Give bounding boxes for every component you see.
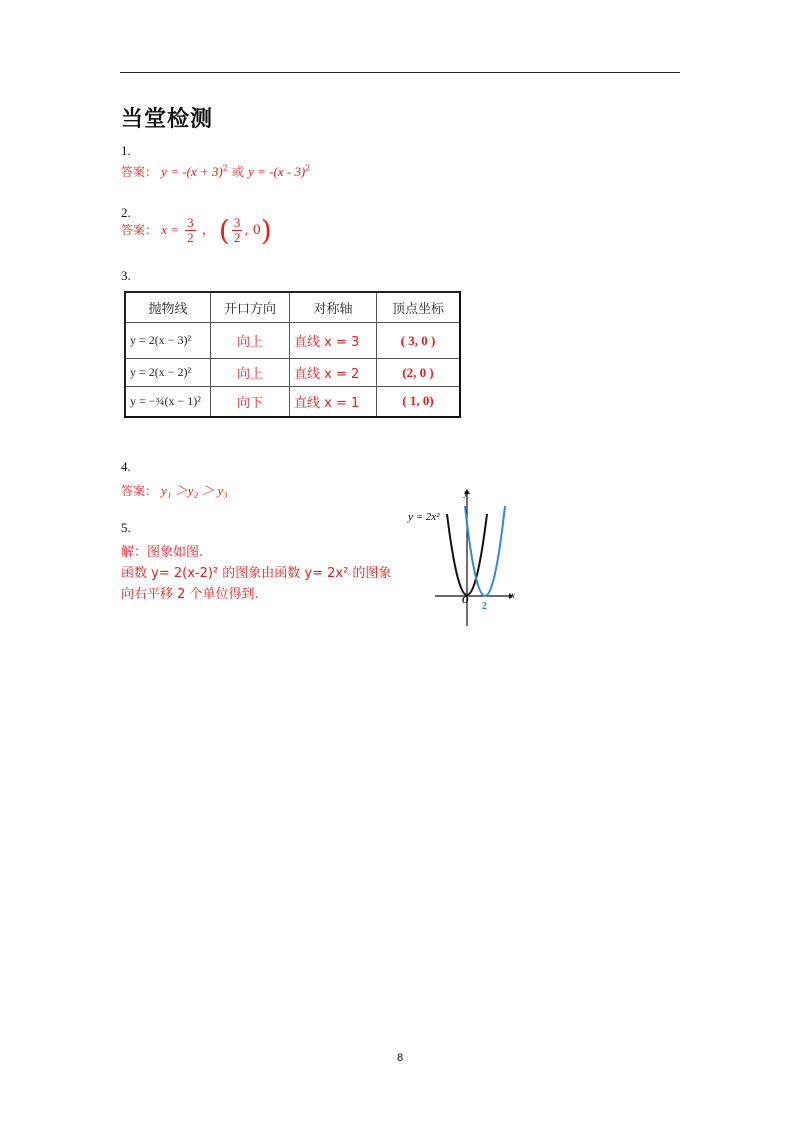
q2-label: 答案：: [121, 223, 158, 237]
parabola-blue: [465, 506, 505, 596]
q1-exp-a: 2: [222, 163, 228, 173]
table-header: 抛物线: [125, 292, 211, 323]
parabola-cell: y = −¾(x − 1)²: [125, 387, 211, 417]
parabola-cell: y = 2(x − 3)²: [125, 323, 211, 359]
q1-or: 或: [231, 165, 244, 179]
q4-answer-text: y₁ ＞y₂ ＞ y₃: [161, 483, 228, 498]
vertex-cell: ( 3, 0 ): [377, 323, 461, 359]
axis-cell: 直线 x = 2: [290, 359, 377, 387]
q3-number: 3.: [121, 268, 131, 283]
page-number: 8: [396, 1052, 404, 1064]
q1-label: 答案：: [121, 165, 158, 179]
graph-label: y = 2x²: [408, 511, 440, 523]
vertex-cell: (2, 0 ): [377, 359, 461, 387]
direction-cell: 向上: [211, 323, 290, 359]
parabola-table: [124, 291, 461, 418]
direction-cell: 向下: [211, 387, 290, 417]
q5-solution-line-2: 函数 y= 2(x-2)² 的图象由函数 y= 2x² 的图象: [121, 566, 392, 581]
q1-answer-a: y = -(x + 3): [161, 164, 223, 179]
header-rule: [120, 72, 680, 73]
y-axis-label: y: [464, 488, 468, 498]
q5-solution-line-1: 解：图象如图.: [121, 545, 204, 560]
table-header: 开口方向: [211, 292, 290, 323]
q2-answer: 答案： x = $\frac{3}{2}$ ， ( $\frac{3}{2}$ , 0): [121, 214, 272, 247]
vertex-cell: ( 1, 0): [377, 387, 461, 417]
q1-answer: [121, 163, 310, 180]
origin-label: O: [462, 595, 469, 605]
q2-point-fraction: $\frac{3}{2}$: [233, 215, 241, 245]
direction-cell: 向上: [211, 359, 290, 387]
q4-number: 4.: [121, 459, 131, 474]
table-header: 对称轴: [290, 292, 377, 323]
q1-exp-b: 2: [305, 163, 311, 173]
q1-number: 1.: [121, 143, 131, 158]
axis-cell: 直线 x = 3: [290, 323, 377, 359]
q2-point-rest: , 0: [244, 223, 261, 238]
q5-solution-line-3: 向右平移 2 个单位得到.: [121, 587, 259, 602]
table-header: 顶点坐标: [377, 292, 461, 323]
q2-number: 2.: [121, 205, 131, 220]
q2-separator: ，: [201, 223, 215, 238]
q4-label: 答案：: [121, 484, 158, 498]
q4-answer: [121, 480, 228, 499]
q2-x-eq: x =: [161, 222, 179, 237]
axis-cell: 直线 x = 1: [290, 387, 377, 417]
q1-answer-b: y = -(x - 3): [248, 164, 306, 179]
tick-label: 2: [482, 601, 487, 612]
table-row: [125, 387, 460, 417]
parabola-graph: [405, 486, 515, 630]
q2-fraction: $\frac{3}{2}$: [187, 215, 194, 245]
x-axis-label: x: [511, 590, 515, 600]
q5-number: 5.: [121, 520, 131, 535]
parabola-cell: y = 2(x − 2)²: [125, 359, 211, 387]
table-row: [125, 359, 460, 387]
section-heading: 当堂检测: [121, 107, 214, 132]
table-row: [125, 323, 460, 359]
table-header-row: [125, 292, 460, 323]
